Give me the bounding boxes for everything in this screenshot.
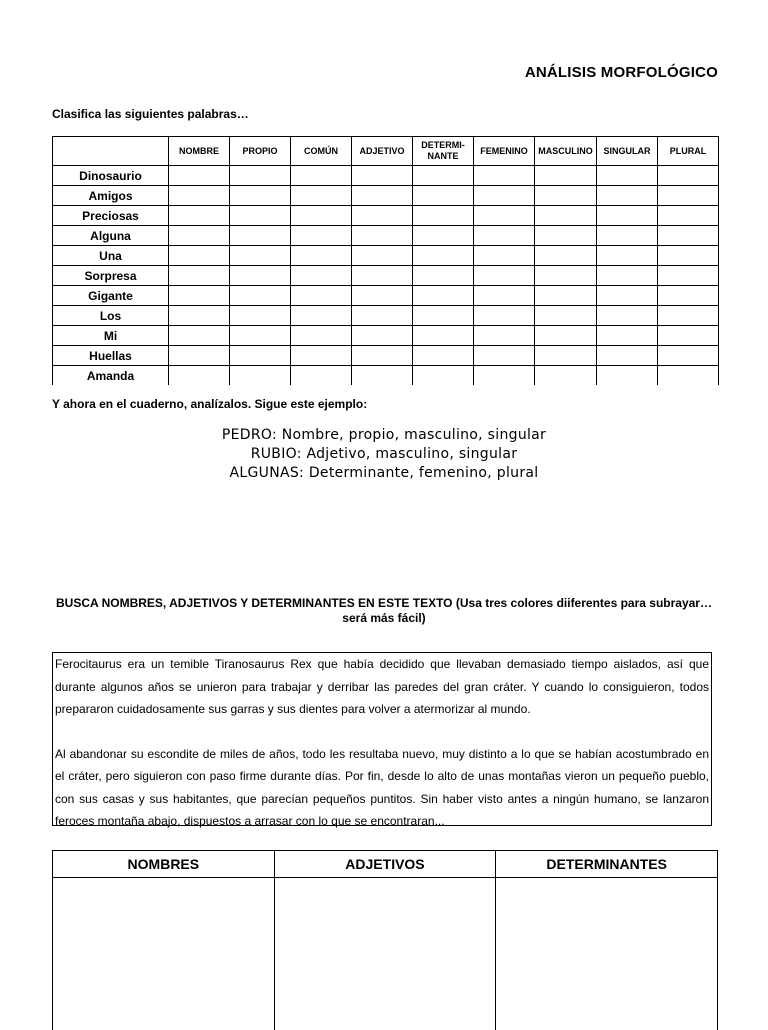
classify-instruction: Clasifica las siguientes palabras… xyxy=(52,107,249,121)
answer-cell[interactable] xyxy=(291,206,352,226)
answer-cell[interactable] xyxy=(291,266,352,286)
header-singular: SINGULAR xyxy=(597,137,658,166)
answer-cell[interactable] xyxy=(535,286,597,306)
answer-cell[interactable] xyxy=(535,246,597,266)
answer-cell[interactable] xyxy=(474,346,535,366)
answer-cell[interactable] xyxy=(169,166,230,186)
answer-cell[interactable] xyxy=(413,226,474,246)
word-cell: Sorpresa xyxy=(53,266,169,286)
answer-cell[interactable] xyxy=(597,186,658,206)
header-femenino: FEMENINO xyxy=(474,137,535,166)
answer-cell[interactable] xyxy=(291,346,352,366)
answer-cell[interactable] xyxy=(658,306,719,326)
header-plural: PLURAL xyxy=(658,137,719,166)
answer-cell[interactable] xyxy=(658,166,719,186)
answer-cell[interactable] xyxy=(535,346,597,366)
answer-cell[interactable] xyxy=(169,246,230,266)
word-cell: Mi xyxy=(53,326,169,346)
word-cell: Preciosas xyxy=(53,206,169,226)
answer-cell[interactable] xyxy=(597,306,658,326)
answer-cell[interactable] xyxy=(352,286,413,306)
category-header-determinantes: DETERMINANTES xyxy=(496,851,718,878)
category-cell-nombres[interactable] xyxy=(53,878,275,1030)
table-header-row xyxy=(53,137,719,166)
table-row xyxy=(53,366,719,386)
answer-cell[interactable] xyxy=(474,226,535,246)
answer-cell[interactable] xyxy=(597,346,658,366)
answer-cell[interactable] xyxy=(413,306,474,326)
answer-cell[interactable] xyxy=(291,226,352,246)
story-text-box xyxy=(52,652,712,826)
answer-cell[interactable] xyxy=(230,166,291,186)
answer-cell[interactable] xyxy=(474,166,535,186)
answer-cell[interactable] xyxy=(352,306,413,326)
answer-cell[interactable] xyxy=(535,186,597,206)
answer-cell[interactable] xyxy=(535,166,597,186)
answer-cell[interactable] xyxy=(413,206,474,226)
answer-cell[interactable] xyxy=(658,186,719,206)
answer-cell[interactable] xyxy=(413,166,474,186)
answer-cell[interactable] xyxy=(658,226,719,246)
page-title: ANÁLISIS MORFOLÓGICO xyxy=(480,64,718,81)
classification-table xyxy=(52,136,719,385)
answer-cell[interactable] xyxy=(597,266,658,286)
word-cell: Gigante xyxy=(53,286,169,306)
word-cell: Los xyxy=(53,306,169,326)
answer-cell[interactable] xyxy=(230,206,291,226)
answer-cell[interactable] xyxy=(169,286,230,306)
table-row xyxy=(53,266,719,286)
answer-cell[interactable] xyxy=(597,366,658,386)
story-paragraph: Al abandonar su escondite de miles de años, todo les resultaba nuevo, muy distinto a lo que se habían acostumbrado en el cráter, pero siguieron con paso firme durante días. Por fin, desde lo alto de unas montañas vieron un pequeño pueblo, con sus casas y sus habitantes, que parecían pequeños puntitos. Sin haber visto antes a ningún humano, se lanzaron feroces montaña abajo, dispuestos a arrasar con lo que se encontraran... xyxy=(55,743,709,833)
answer-cell[interactable] xyxy=(352,166,413,186)
header-adjetivo: ADJETIVO xyxy=(352,137,413,166)
answer-cell[interactable] xyxy=(230,246,291,266)
header-masculino: MASCULINO xyxy=(535,137,597,166)
text-instruction: BUSCA NOMBRES, ADJETIVOS Y DETERMINANTES EN ESTE TEXTO (Usa tres colores diiferentes para subrayar… será más fácil) xyxy=(52,596,716,626)
answer-cell[interactable] xyxy=(230,266,291,286)
word-cell: Una xyxy=(53,246,169,266)
header-blank xyxy=(53,137,169,166)
answer-cell[interactable] xyxy=(597,166,658,186)
answer-cell[interactable] xyxy=(474,366,535,386)
answer-cell[interactable] xyxy=(658,206,719,226)
answer-cell[interactable] xyxy=(535,206,597,226)
answer-cell[interactable] xyxy=(169,206,230,226)
answer-cell[interactable] xyxy=(352,246,413,266)
answer-cell[interactable] xyxy=(597,326,658,346)
example-line: PEDRO: Nombre, propio, masculino, singular xyxy=(52,426,716,445)
table-row xyxy=(53,166,719,186)
answer-cell[interactable] xyxy=(413,346,474,366)
answer-cell[interactable] xyxy=(169,266,230,286)
answer-cell[interactable] xyxy=(658,246,719,266)
answer-cell[interactable] xyxy=(169,346,230,366)
word-cell: Amigos xyxy=(53,186,169,206)
answer-cell[interactable] xyxy=(169,186,230,206)
answer-cell[interactable] xyxy=(597,226,658,246)
answer-cell[interactable] xyxy=(413,246,474,266)
story-paragraph: Ferocitaurus era un temible Tiranosaurus Rex que había decidido que llevaban demasiado tiempo aislados, así que durante algunos años se unieron para trabajar y derribar las paredes del gran cráter. Y cuando lo consiguieron, todos prepararon cuidadosamente sus garras y sus dientes para volver a atermorizar al mundo. xyxy=(55,653,709,721)
answer-cell[interactable] xyxy=(474,266,535,286)
category-header-adjetivos: ADJETIVOS xyxy=(274,851,496,878)
table-row xyxy=(53,186,719,206)
table-row xyxy=(53,326,719,346)
answer-cell[interactable] xyxy=(474,246,535,266)
answer-cell[interactable] xyxy=(230,326,291,346)
answer-cell[interactable] xyxy=(291,186,352,206)
answer-cell[interactable] xyxy=(230,286,291,306)
answer-cell[interactable] xyxy=(413,286,474,306)
analyze-instruction: Y ahora en el cuaderno, analízalos. Sigue este ejemplo: xyxy=(52,397,367,411)
answer-cell[interactable] xyxy=(169,306,230,326)
answer-cell[interactable] xyxy=(474,326,535,346)
header-comun: COMÚN xyxy=(291,137,352,166)
answer-cell[interactable] xyxy=(169,226,230,246)
table-row xyxy=(53,306,719,326)
answer-cell[interactable] xyxy=(535,266,597,286)
answer-cell[interactable] xyxy=(352,226,413,246)
answer-cell[interactable] xyxy=(352,266,413,286)
answer-cell[interactable] xyxy=(352,366,413,386)
category-cell-determinantes[interactable] xyxy=(496,878,718,1030)
answer-cell[interactable] xyxy=(658,286,719,306)
word-cell: Alguna xyxy=(53,226,169,246)
answer-cell[interactable] xyxy=(535,226,597,246)
example-line: ALGUNAS: Determinante, femenino, plural xyxy=(52,464,716,483)
answer-cell[interactable] xyxy=(291,326,352,346)
word-cell: Amanda xyxy=(53,366,169,386)
answer-cell[interactable] xyxy=(352,326,413,346)
table-row xyxy=(53,206,719,226)
answer-cell[interactable] xyxy=(658,266,719,286)
example-line: RUBIO: Adjetivo, masculino, singular xyxy=(52,445,716,464)
answer-cell[interactable] xyxy=(658,346,719,366)
answer-cell[interactable] xyxy=(230,366,291,386)
answer-cell[interactable] xyxy=(230,346,291,366)
answer-cell[interactable] xyxy=(535,326,597,346)
answer-cell[interactable] xyxy=(658,366,719,386)
answer-cell[interactable] xyxy=(230,306,291,326)
table-row xyxy=(53,246,719,266)
answer-cell[interactable] xyxy=(474,186,535,206)
answer-cell[interactable] xyxy=(291,286,352,306)
answer-cell[interactable] xyxy=(230,186,291,206)
answer-cell[interactable] xyxy=(352,346,413,366)
answer-cell[interactable] xyxy=(230,226,291,246)
answer-cell[interactable] xyxy=(169,366,230,386)
word-cell: Huellas xyxy=(53,346,169,366)
answer-cell[interactable] xyxy=(291,246,352,266)
answer-cell[interactable] xyxy=(474,206,535,226)
answer-cell[interactable] xyxy=(413,326,474,346)
answer-cell[interactable] xyxy=(169,326,230,346)
answer-cell[interactable] xyxy=(352,206,413,226)
answer-cell[interactable] xyxy=(474,286,535,306)
table-row xyxy=(53,226,719,246)
examples-block xyxy=(52,426,716,483)
answer-cell[interactable] xyxy=(535,306,597,326)
category-cell-adjetivos[interactable] xyxy=(274,878,496,1030)
answer-cell[interactable] xyxy=(291,166,352,186)
header-propio: PROPIO xyxy=(230,137,291,166)
category-header-nombres: NOMBRES xyxy=(53,851,275,878)
answer-cell[interactable] xyxy=(413,186,474,206)
answer-cell[interactable] xyxy=(413,366,474,386)
answer-cell[interactable] xyxy=(474,306,535,326)
answer-cell[interactable] xyxy=(658,326,719,346)
answer-cell[interactable] xyxy=(291,366,352,386)
word-cell: Dinosaurio xyxy=(53,166,169,186)
category-table xyxy=(52,850,718,1030)
answer-cell[interactable] xyxy=(597,286,658,306)
answer-cell[interactable] xyxy=(413,266,474,286)
answer-cell[interactable] xyxy=(535,366,597,386)
answer-cell[interactable] xyxy=(597,206,658,226)
table-row xyxy=(53,346,719,366)
header-determinante: DETERMI- NANTE xyxy=(413,137,474,166)
answer-cell[interactable] xyxy=(597,246,658,266)
header-nombre: NOMBRE xyxy=(169,137,230,166)
answer-cell[interactable] xyxy=(291,306,352,326)
answer-cell[interactable] xyxy=(352,186,413,206)
table-row xyxy=(53,286,719,306)
